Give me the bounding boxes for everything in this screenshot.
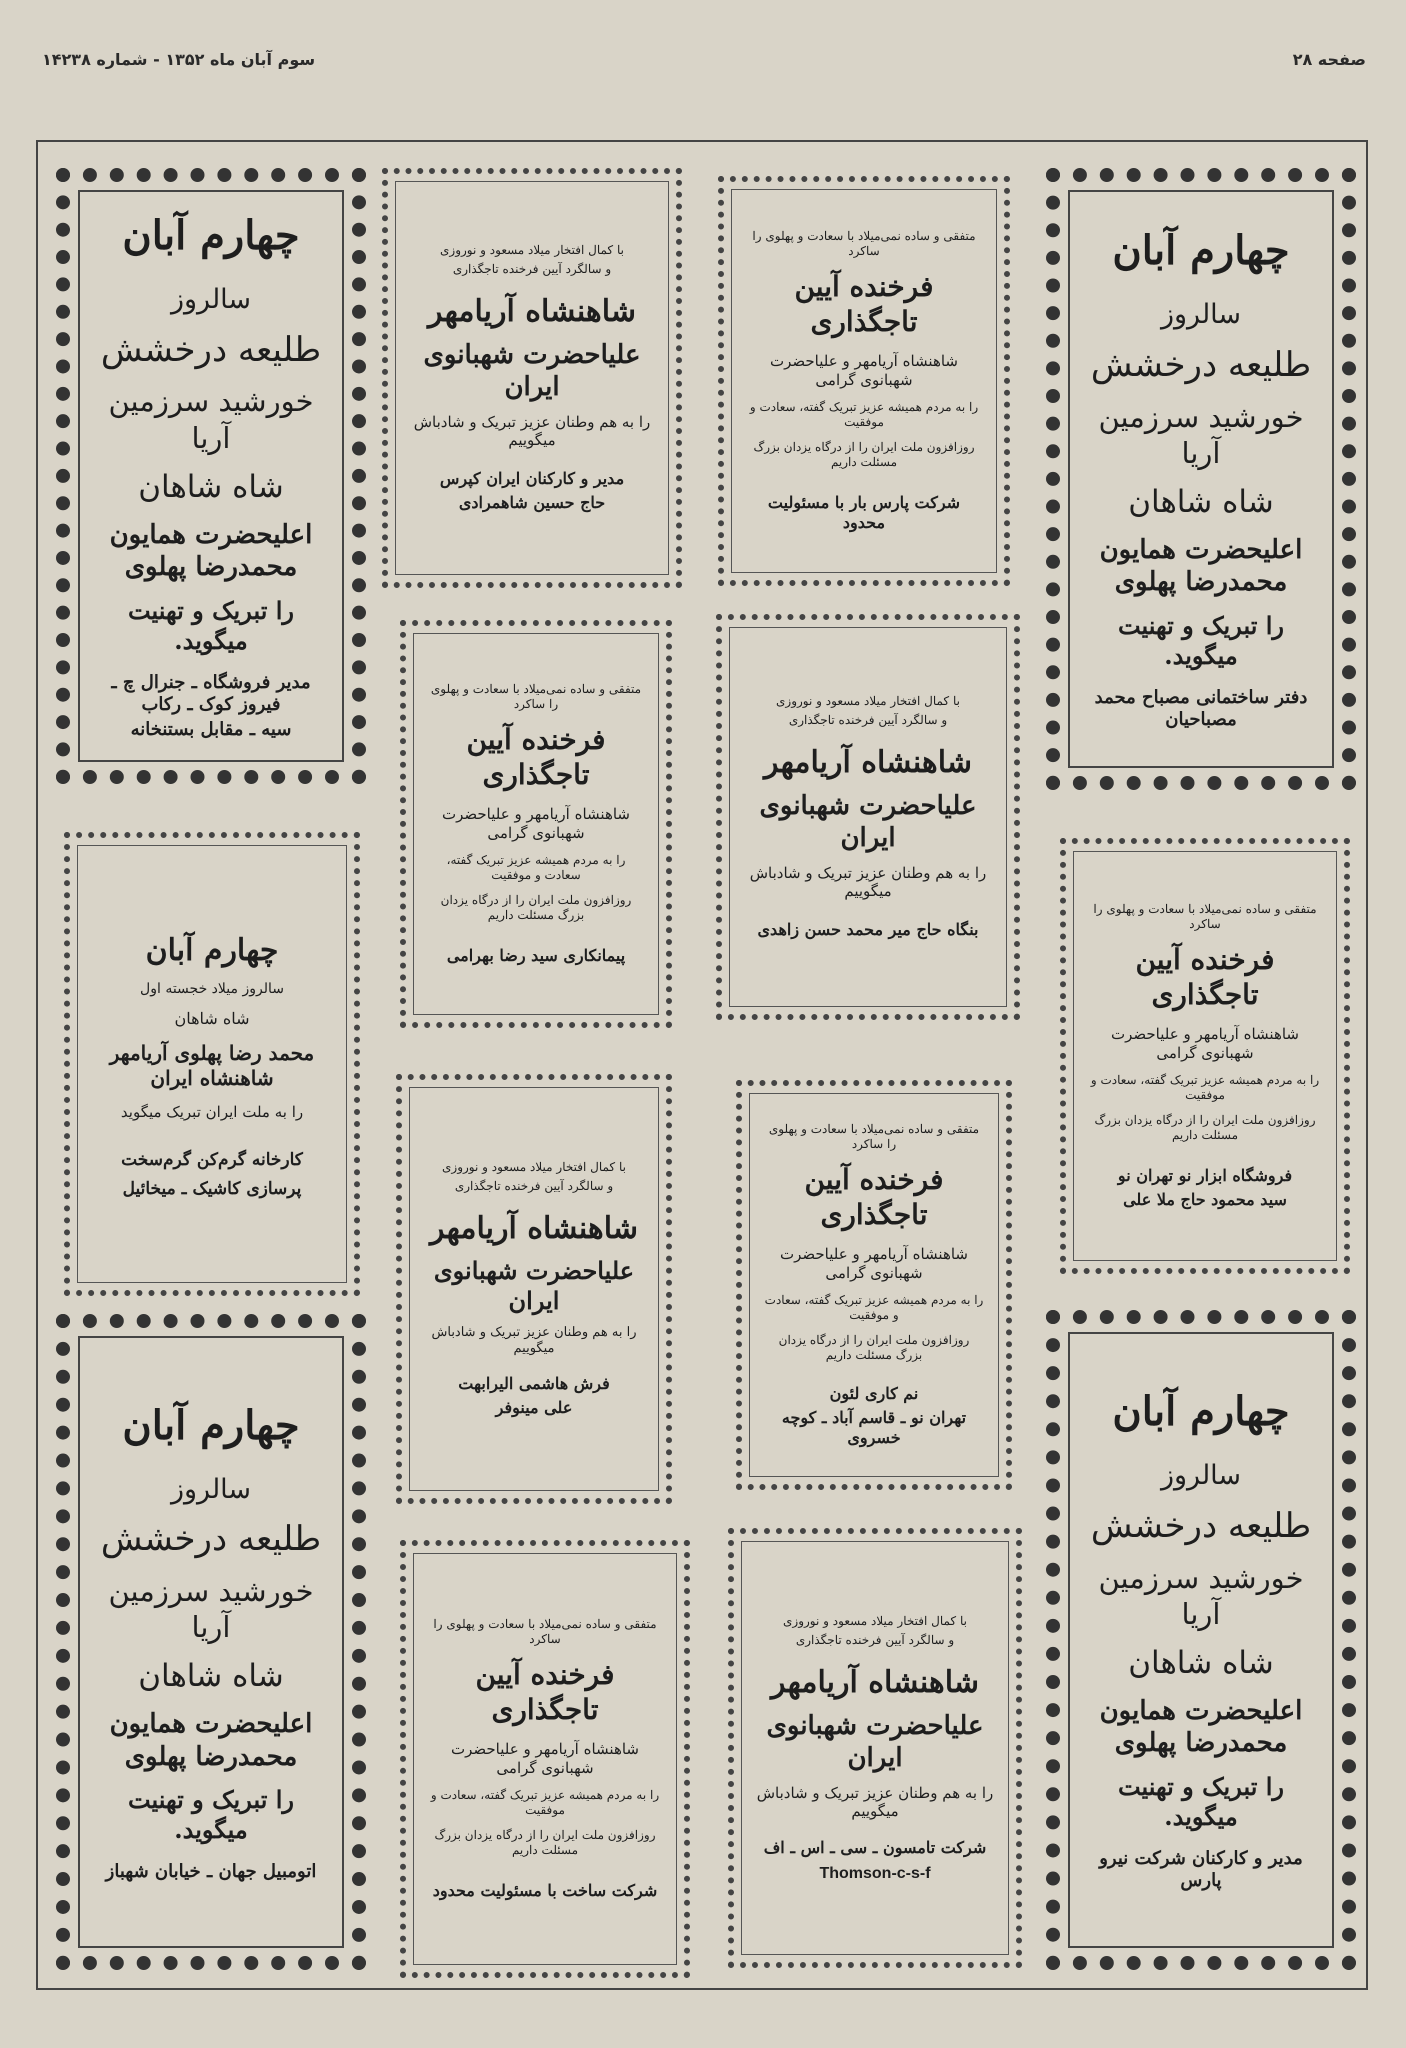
ad-text-line: چهارم آبان <box>1112 227 1290 275</box>
ad-text-line: را به هم وطنان عزیز تبریک و شادباش میگوییم <box>749 863 987 901</box>
ad-text-line: شاهنشاه آریامهر <box>771 1665 979 1700</box>
ad-text-line: را تبریک و تهنیت میگوید. <box>1117 1771 1285 1831</box>
ad-text-line: کارخانه گرم‌کن گرم‌سخت <box>121 1149 303 1170</box>
ad-text-line: چهارم آبان <box>1112 1388 1290 1436</box>
ad-text-line: سالروز میلاد خجسته اول <box>140 981 284 998</box>
ad-text-line: شاهنشاه آریامهر <box>428 294 636 329</box>
ad-text-line: روزافزون ملت ایران را از درگاه یزدان بزرگ مسئلت داریم <box>434 1827 656 1857</box>
ad-text-line: علیاحضرت شهبانوی ایران <box>423 339 641 402</box>
ad-text-line: متفقی و ساده نمی‌میلاد با سعادت و پهلوی را ساکرد <box>430 682 642 712</box>
issue-date-line: سوم آبان ماه ۱۳۵۲ - شماره ۱۴۲۳۸ <box>42 50 316 69</box>
ad-text-line: شرکت پارس بار با مسئولیت محدود <box>767 492 961 532</box>
ad-text-line: خورشید سرزمین آریا <box>108 384 314 455</box>
ad-anniversary-left-bottom <box>56 1314 366 1970</box>
ad-text-line: علیاحضرت شهبانوی ایران <box>433 1255 635 1315</box>
ad-text-line: طلیعه درخشش <box>1090 1506 1312 1546</box>
ad-text-line: و سالگرد آیین فرخنده تاجگذاری <box>795 1633 955 1647</box>
ad-text-line: چهارم آبان <box>122 212 300 259</box>
ad-text-line: فروشگاه ابزار نو تهران نو <box>1117 1165 1293 1185</box>
ad-text-line: را به مردم همیشه عزیز تبریک گفته، سعادت و موفقیت <box>749 399 979 429</box>
ad-text-line: فرخنده آیین تاجگذاری <box>1135 943 1275 1012</box>
ad-text-line: را به ملت ایران تبریک میگوید <box>120 1102 304 1121</box>
ad-text-line: شاهنشاه آریامهر و علیاحضرت شهبانوی گرامی <box>450 1740 639 1777</box>
ad-text-line: روزافزون ملت ایران را از درگاه یزدان بزرگ مسئلت داریم <box>440 892 632 922</box>
ad-text-line: شاه شاهان <box>1128 1645 1274 1681</box>
ad-text-line: را به هم وطنان عزیز تبریک و شادباش میگوییم <box>431 1324 637 1356</box>
ad-text-line: علیاحضرت شهبانوی ایران <box>759 790 977 853</box>
page-number: صفحه ۲۸ <box>1292 50 1366 69</box>
ad-text-line: محمد رضا پهلوی آریامهر شاهنشاه ایران <box>109 1040 315 1090</box>
ad-text-line: شاهنشاه آریامهر و علیاحضرت شهبانوی گرامی <box>441 805 630 842</box>
ad-text-line: سالروز <box>1160 299 1242 331</box>
ad-text-line: شاهنشاه آریامهر و علیاحضرت شهبانوی گرامی <box>1110 1025 1299 1062</box>
ad-text-line: دفتر ساختمانی مصباح محمد مصباحیان <box>1094 686 1308 731</box>
ad-text-line: شاهنشاه آریامهر <box>764 745 972 780</box>
ad-text-line: فرخنده آیین تاجگذاری <box>804 1163 944 1232</box>
ad-text-line: را به مردم همیشه عزیز تبریک گفته، سعادت و موفقیت <box>764 1292 984 1322</box>
ad-text-line: فرخنده آیین تاجگذاری <box>475 1658 615 1727</box>
ad-text-line: سید محمود حاج ملا علی <box>1123 1189 1287 1209</box>
ad-text-line: روزافزون ملت ایران را از درگاه یزدان بزرگ مسئلت داریم <box>753 439 975 469</box>
ad-text-line: طلیعه درخشش <box>100 329 322 370</box>
ad-text-line: را تبریک و تهنیت میگوید. <box>1117 610 1285 670</box>
ad-shahanshah-col2-c <box>396 1074 672 1504</box>
ad-coronation-col4-mid <box>1060 838 1350 1274</box>
ad-text-line: و سالگرد آیین فرخنده تاجگذاری <box>454 1179 614 1193</box>
ad-text-line: مدیر و کارکنان شرکت نیرو پارس <box>1099 1847 1303 1892</box>
ad-text-line: شاهنشاه آریامهر و علیاحضرت شهبانوی گرامی <box>779 1245 968 1282</box>
ad-text-line: اتومبیل جهان ـ خیابان شهباز <box>105 1861 317 1882</box>
ad-text-line: تهران نو ـ قاسم آباد ـ کوچه خسروی <box>781 1407 967 1447</box>
ad-text-line: چهارم آبان <box>145 932 279 968</box>
ad-text-line: Thomson-c-s-f <box>819 1865 931 1882</box>
ad-text-line: روزافزون ملت ایران را از درگاه یزدان بزرگ مسئلت داریم <box>1094 1112 1316 1142</box>
ad-text-line: پیمانکاری سید رضا بهرامی <box>446 945 626 965</box>
ad-text-line: متفقی و ساده نمی‌میلاد با سعادت و پهلوی را ساکرد <box>768 1122 980 1152</box>
ad-text-line: شاه شاهان <box>1128 484 1274 520</box>
ad-coronation-col2-b <box>400 620 672 1028</box>
ad-text-line: فرخنده آیین تاجگذاری <box>794 270 934 339</box>
ad-text-line: متفقی و ساده نمی‌میلاد با سعادت و پهلوی را ساکرد <box>433 1617 657 1647</box>
ad-text-line: شرکت تامسون ـ سی ـ اس ـ اف <box>763 1838 987 1857</box>
ad-text-line: را به هم وطنان عزیز تبریک و شادباش میگوییم <box>413 412 651 450</box>
ad-text-line: سالروز <box>1160 1460 1242 1492</box>
ad-text-line: را تبریک و تهنیت میگوید. <box>127 1785 295 1844</box>
ad-text-line: با کمال افتخار میلاد مسعود و نوروزی <box>783 1614 967 1628</box>
ad-text-line: طلیعه درخشش <box>100 1519 322 1560</box>
ad-text-line: خورشید سرزمین آریا <box>1098 399 1304 470</box>
ad-anniversary-left-small <box>64 832 360 1296</box>
ad-text-line: را به مردم همیشه عزیز تبریک گفته، سعادت و موفقیت <box>446 852 626 882</box>
ad-text-line: علیاحضرت شهبانوی ایران <box>766 1710 984 1773</box>
ad-text-line: با کمال افتخار میلاد مسعود و نوروزی <box>776 694 960 708</box>
ad-text-line: متفقی و ساده نمی‌میلاد با سعادت و پهلوی را ساکرد <box>752 229 976 259</box>
ad-text-line: و سالگرد آیین فرخنده تاجگذاری <box>452 262 612 276</box>
ad-text-line: اعلیحضرت همایون محمدرضا پهلوی <box>109 1709 313 1772</box>
ad-text-line: اعلیحضرت همایون محمدرضا پهلوی <box>1099 534 1303 598</box>
ad-text-line: متفقی و ساده نمی‌میلاد با سعادت و پهلوی را ساکرد <box>1093 902 1317 932</box>
ad-text-line: علی مینوفر <box>495 1398 573 1417</box>
ad-anniversary-left-top <box>56 168 366 784</box>
ad-text-line: را به مردم همیشه عزیز تبریک گفته، سعادت و موفقیت <box>1090 1072 1320 1102</box>
ad-text-line: سیه ـ مقابل بستنخانه <box>130 718 292 740</box>
ad-anniversary-right-bottom <box>1046 1310 1356 1970</box>
ad-text-line: فرخنده آیین تاجگذاری <box>466 723 606 792</box>
ad-text-line: شاه شاهان <box>174 1008 250 1028</box>
ad-coronation-col3-c <box>736 1080 1012 1490</box>
ad-text-line: را به هم وطنان عزیز تبریک و شادباش میگوییم <box>756 1783 994 1821</box>
ad-text-line: فرش هاشمی الیرابهت <box>458 1374 610 1393</box>
ad-anniversary-right-top <box>1046 168 1356 790</box>
ad-text-line: اعلیحضرت همایون محمدرضا پهلوی <box>1099 1695 1303 1759</box>
ad-shahanshah-col3-d <box>728 1528 1022 1968</box>
ad-text-line: شاه شاهان <box>138 468 284 505</box>
ad-text-line: حاج حسین شاهمرادی <box>458 493 606 512</box>
ad-text-line: شرکت ساخت با مسئولیت محدود <box>432 1880 658 1900</box>
ad-text-line: مدیر فروشگاه ـ جنرال چ ـ فیروز کوک ـ رکاب <box>111 671 311 715</box>
ad-text-line: چهارم آبان <box>122 1401 300 1449</box>
ad-text-line: خورشید سرزمین آریا <box>1098 1560 1304 1631</box>
ad-text-line: با کمال افتخار میلاد مسعود و نوروزی <box>442 1160 626 1174</box>
ad-text-line: سالروز <box>170 284 252 315</box>
ad-text-line: شاهنشاه آریامهر <box>430 1211 638 1246</box>
ad-text-line: خورشید سرزمین آریا <box>108 1573 314 1644</box>
ad-text-line: اعلیحضرت همایون محمدرضا پهلوی <box>109 519 313 582</box>
ad-text-line: را به مردم همیشه عزیز تبریک گفته، سعادت و موفقیت <box>430 1787 660 1817</box>
ad-text-line: نم کاری لئون <box>829 1383 919 1403</box>
ad-text-line: طلیعه درخشش <box>1090 345 1312 385</box>
ad-text-line: بنگاه حاج میر محمد حسن زاهدی <box>757 920 979 939</box>
ad-coronation-col3-a <box>718 176 1010 586</box>
ad-text-line: پرسازی کاشیک ـ میخائیل <box>122 1178 302 1199</box>
ad-text-line: شاهنشاه آریامهر و علیاحضرت شهبانوی گرامی <box>769 352 958 389</box>
ad-text-line: سالروز <box>170 1473 252 1505</box>
ad-text-line: را تبریک و تهنیت میگوید. <box>127 595 295 655</box>
ad-text-line: و سالگرد آیین فرخنده تاجگذاری <box>788 713 948 727</box>
ad-shahanshah-col2-top <box>382 168 682 588</box>
ad-coronation-col2-d <box>400 1540 690 1978</box>
ad-text-line: مدیر و کارکنان ایران کپرس <box>439 469 625 488</box>
ad-text-line: شاه شاهان <box>138 1658 284 1695</box>
ad-text-line: با کمال افتخار میلاد مسعود و نوروزی <box>440 243 624 257</box>
ad-text-line: روزافزون ملت ایران را از درگاه یزدان بزرگ مسئلت داریم <box>778 1332 970 1362</box>
ad-shahanshah-col3-b <box>716 614 1020 1020</box>
